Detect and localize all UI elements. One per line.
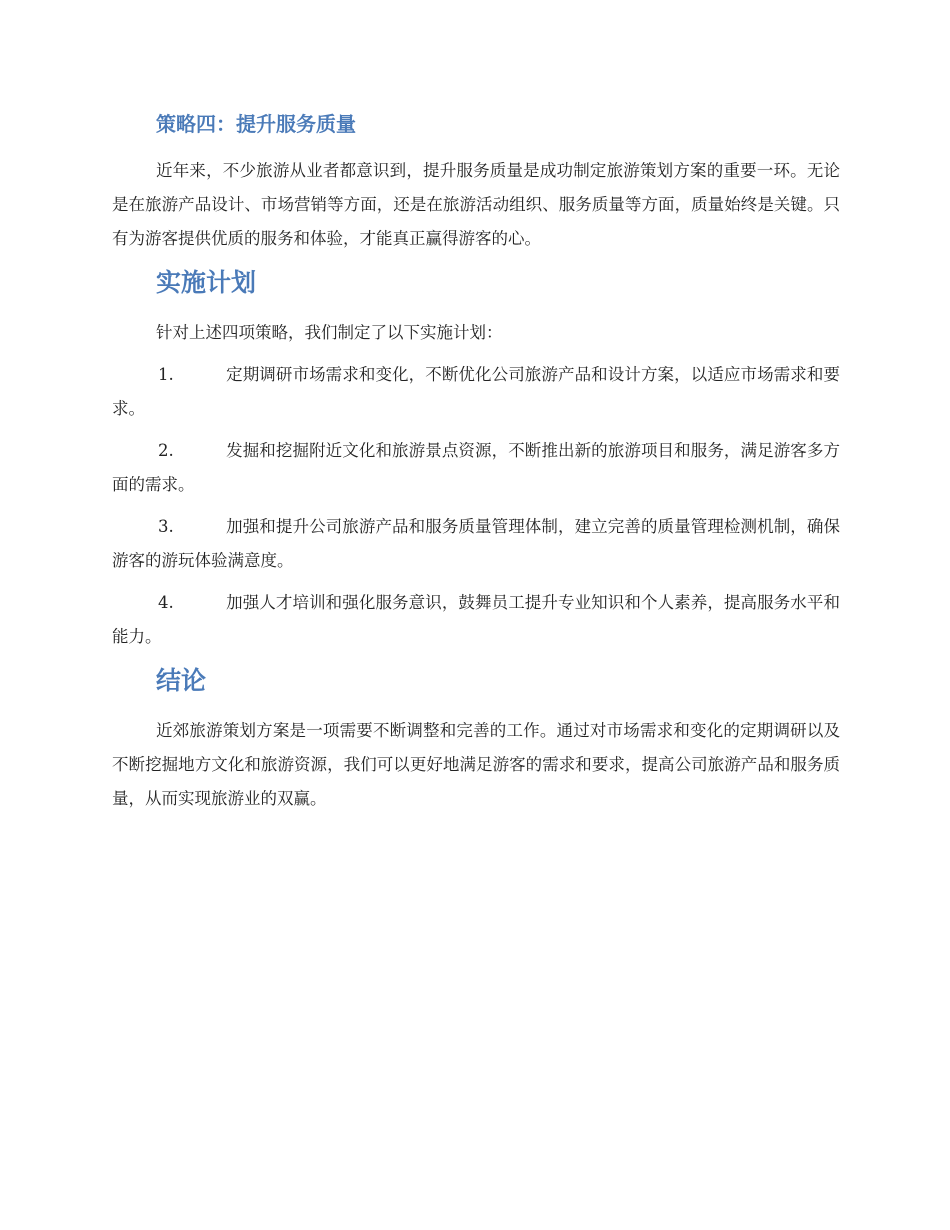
plan-item-text: 发掘和挖掘附近文化和旅游景点资源，不断推出新的旅游项目和服务，满足游客多方面的需求。	[112, 441, 840, 494]
document-content	[112, 108, 840, 816]
plan-item-3	[112, 510, 840, 578]
plan-item-number: 3.	[158, 517, 174, 536]
plan-item-text: 定期调研市场需求和变化，不断优化公司旅游产品和设计方案，以适应市场需求和要求。	[112, 365, 840, 418]
plan-item-number: 1.	[158, 365, 174, 384]
plan-item-number: 4.	[158, 593, 174, 612]
strategy4-paragraph: 近年来，不少旅游从业者都意识到，提升服务质量是成功制定旅游策划方案的重要一环。无论是在旅游产品设计、市场营销等方面，还是在旅游活动组织、服务质量等方面，质量始终是关键。只有为游客提供优质的服务和体验，才能真正赢得游客的心。	[112, 161, 840, 248]
plan-intro: 针对上述四项策略，我们制定了以下实施计划：	[156, 323, 503, 342]
plan-item-4	[112, 586, 840, 654]
conclusion-paragraph: 近郊旅游策划方案是一项需要不断调整和完善的工作。通过对市场需求和变化的定期调研以及不断挖掘地方文化和旅游资源，我们可以更好地满足游客的需求和要求，提高公司旅游产品和服务质量，从而实现旅游业的双赢。	[112, 721, 840, 808]
plan-item-2	[112, 434, 840, 502]
plan-heading: 实施计划	[156, 268, 257, 297]
plan-item-1	[112, 358, 840, 426]
conclusion-heading: 结论	[156, 666, 207, 695]
plan-item-text: 加强人才培训和强化服务意识，鼓舞员工提升专业知识和个人素养，提高服务水平和能力。	[112, 593, 840, 646]
plan-item-text: 加强和提升公司旅游产品和服务质量管理体制，建立完善的质量管理检测机制，确保游客的游玩体验满意度。	[112, 517, 840, 570]
strategy4-heading: 策略四：提升服务质量	[156, 112, 356, 136]
plan-item-number: 2.	[158, 441, 174, 460]
